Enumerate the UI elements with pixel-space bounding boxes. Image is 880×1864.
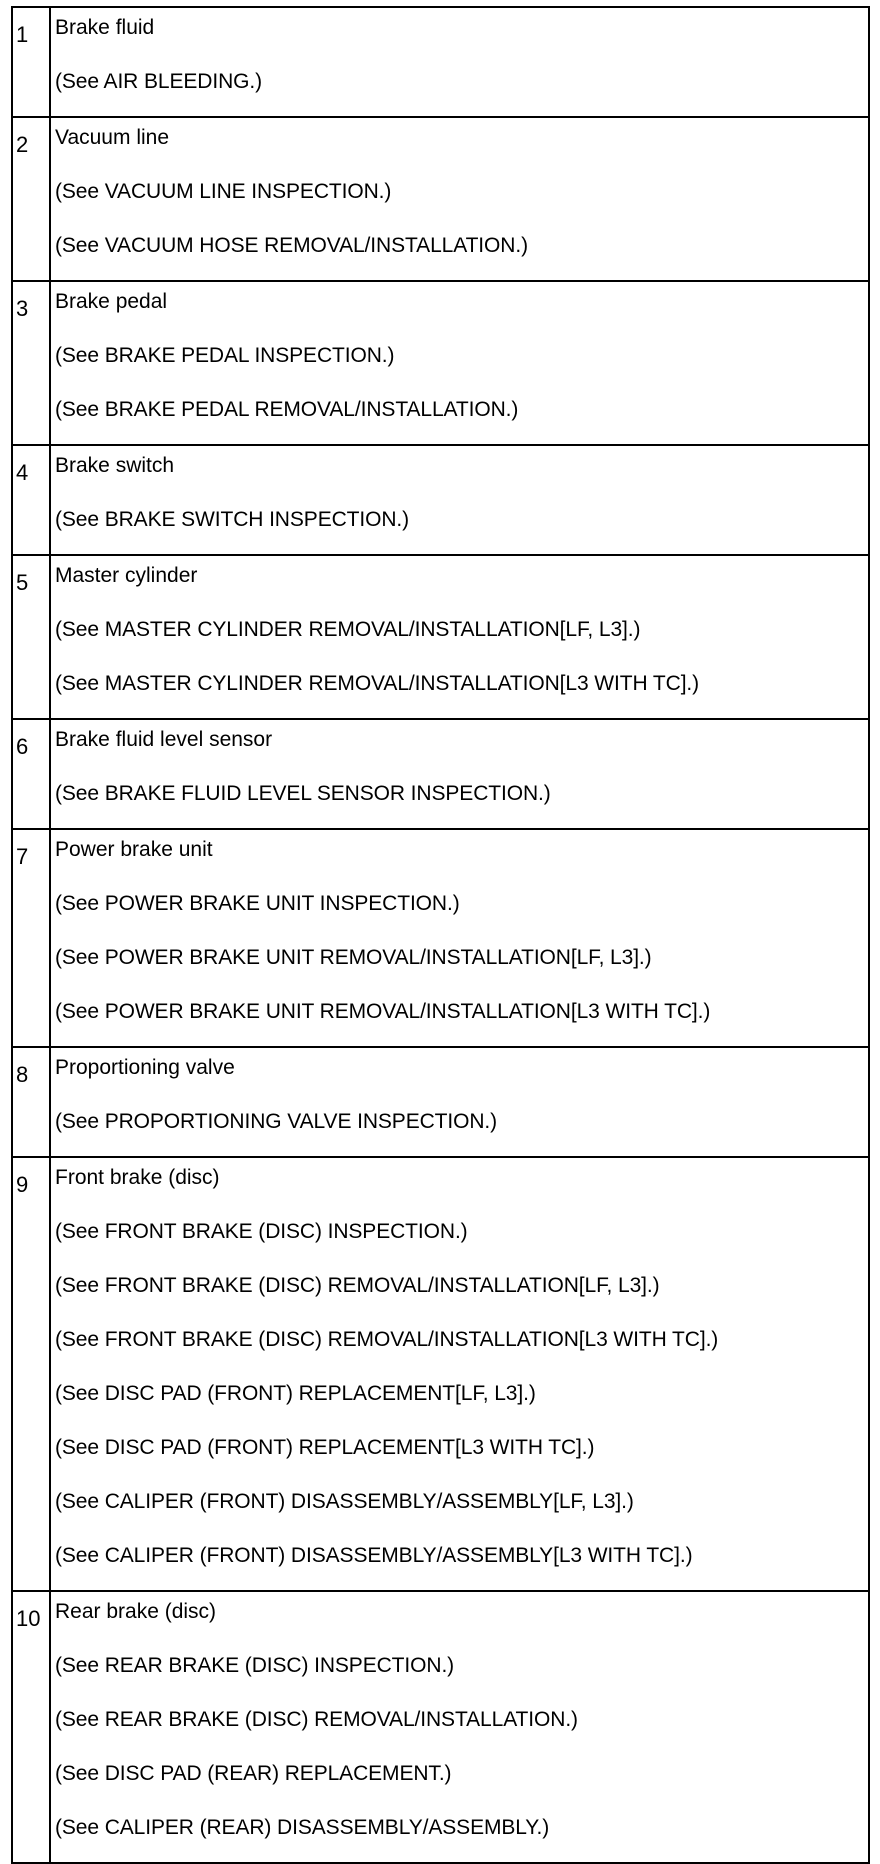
item-number: 10 bbox=[12, 1591, 50, 1863]
item-content bbox=[50, 555, 869, 719]
item-content bbox=[50, 281, 869, 445]
table-row bbox=[12, 1591, 869, 1863]
procedure-reference-link[interactable]: (See BRAKE FLUID LEVEL SENSOR INSPECTION.) bbox=[55, 782, 551, 805]
item-content bbox=[50, 1591, 869, 1863]
procedure-reference-link[interactable]: (See VACUUM HOSE REMOVAL/INSTALLATION.) bbox=[55, 234, 528, 257]
item-content bbox=[50, 1157, 869, 1591]
component-title: Brake switch bbox=[55, 454, 175, 477]
procedure-reference-link[interactable]: (See REAR BRAKE (DISC) INSPECTION.) bbox=[55, 1654, 455, 1677]
item-number: 8 bbox=[12, 1047, 50, 1157]
item-number: 4 bbox=[12, 445, 50, 555]
procedure-reference-link[interactable]: (See FRONT BRAKE (DISC) REMOVAL/INSTALLATION[LF, L3].) bbox=[55, 1274, 660, 1297]
item-content bbox=[50, 7, 869, 117]
procedure-reference-link[interactable]: (See AIR BLEEDING.) bbox=[55, 70, 263, 93]
procedure-reference-link[interactable]: (See DISC PAD (REAR) REPLACEMENT.) bbox=[55, 1762, 452, 1785]
procedure-reference-link[interactable]: (See DISC PAD (FRONT) REPLACEMENT[L3 WITH TC].) bbox=[55, 1436, 595, 1459]
table-row bbox=[12, 7, 869, 117]
table-row bbox=[12, 117, 869, 281]
item-number: 5 bbox=[12, 555, 50, 719]
procedure-reference-link[interactable]: (See BRAKE SWITCH INSPECTION.) bbox=[55, 508, 410, 531]
procedure-reference-link[interactable]: (See CALIPER (FRONT) DISASSEMBLY/ASSEMBLY[LF, L3].) bbox=[55, 1490, 634, 1513]
table-row bbox=[12, 445, 869, 555]
table-row bbox=[12, 1047, 869, 1157]
table-body bbox=[12, 7, 869, 1863]
procedure-reference-link[interactable]: (See PROPORTIONING VALVE INSPECTION.) bbox=[55, 1110, 498, 1133]
procedure-reference-link[interactable]: (See MASTER CYLINDER REMOVAL/INSTALLATION[L3 WITH TC].) bbox=[55, 672, 700, 695]
item-number: 7 bbox=[12, 829, 50, 1047]
item-number: 3 bbox=[12, 281, 50, 445]
procedure-reference-link[interactable]: (See DISC PAD (FRONT) REPLACEMENT[LF, L3].) bbox=[55, 1382, 536, 1405]
procedure-reference-link[interactable]: (See CALIPER (REAR) DISASSEMBLY/ASSEMBLY.) bbox=[55, 1816, 550, 1839]
item-number: 2 bbox=[12, 117, 50, 281]
component-reference-table bbox=[11, 6, 870, 1864]
table-row bbox=[12, 555, 869, 719]
procedure-reference-link[interactable]: (See POWER BRAKE UNIT REMOVAL/INSTALLATION[LF, L3].) bbox=[55, 946, 652, 969]
procedure-reference-link[interactable]: (See REAR BRAKE (DISC) REMOVAL/INSTALLATION.) bbox=[55, 1708, 578, 1731]
item-content bbox=[50, 445, 869, 555]
item-number: 9 bbox=[12, 1157, 50, 1591]
procedure-reference-link[interactable]: (See MASTER CYLINDER REMOVAL/INSTALLATION[LF, L3].) bbox=[55, 618, 641, 641]
procedure-reference-link[interactable]: (See POWER BRAKE UNIT INSPECTION.) bbox=[55, 892, 460, 915]
item-content bbox=[50, 1047, 869, 1157]
table-row bbox=[12, 829, 869, 1047]
procedure-reference-link[interactable]: (See POWER BRAKE UNIT REMOVAL/INSTALLATION[L3 WITH TC].) bbox=[55, 1000, 711, 1023]
component-title: Vacuum line bbox=[55, 126, 170, 149]
component-title: Master cylinder bbox=[55, 564, 198, 587]
component-title: Brake fluid bbox=[55, 16, 155, 39]
component-title: Brake fluid level sensor bbox=[55, 728, 273, 751]
procedure-reference-link[interactable]: (See VACUUM LINE INSPECTION.) bbox=[55, 180, 392, 203]
table-row bbox=[12, 719, 869, 829]
table-row bbox=[12, 1157, 869, 1591]
procedure-reference-link[interactable]: (See BRAKE PEDAL INSPECTION.) bbox=[55, 344, 395, 367]
item-content bbox=[50, 719, 869, 829]
item-content bbox=[50, 829, 869, 1047]
component-title: Proportioning valve bbox=[55, 1056, 235, 1079]
item-number: 1 bbox=[12, 7, 50, 117]
procedure-reference-link[interactable]: (See CALIPER (FRONT) DISASSEMBLY/ASSEMBLY[L3 WITH TC].) bbox=[55, 1544, 693, 1567]
table-row bbox=[12, 281, 869, 445]
procedure-reference-link[interactable]: (See BRAKE PEDAL REMOVAL/INSTALLATION.) bbox=[55, 398, 519, 421]
component-title: Brake pedal bbox=[55, 290, 168, 313]
item-content bbox=[50, 117, 869, 281]
component-title: Front brake (disc) bbox=[55, 1166, 220, 1189]
component-title: Rear brake (disc) bbox=[55, 1600, 217, 1623]
procedure-reference-link[interactable]: (See FRONT BRAKE (DISC) REMOVAL/INSTALLATION[L3 WITH TC].) bbox=[55, 1328, 719, 1351]
item-number: 6 bbox=[12, 719, 50, 829]
procedure-reference-link[interactable]: (See FRONT BRAKE (DISC) INSPECTION.) bbox=[55, 1220, 468, 1243]
component-title: Power brake unit bbox=[55, 838, 213, 861]
